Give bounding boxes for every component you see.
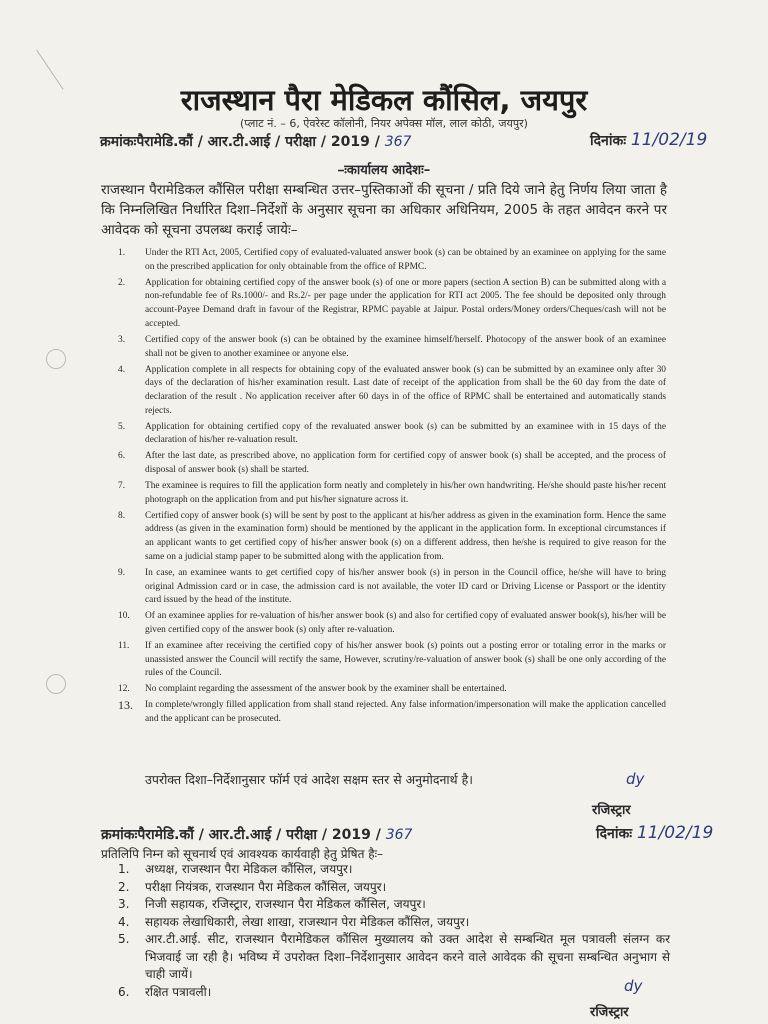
- approval-note: उपरोक्त दिशा–निर्देशानुसार फॉर्म एवं आदेश सक्षम स्तर से अनुमोदनार्थ है।: [145, 772, 473, 787]
- guideline-item: 6. After the last date, as prescribed above, no application form for certified copy of answer book (s) shall be accepted, and the process of disposal of answer book (s) shall be started.: [118, 451, 666, 476]
- office-order-heading: –ःकार्यालय आदेशः–: [337, 163, 431, 178]
- date-label: दिनांकः: [590, 133, 627, 149]
- guideline-item: 2. Application for obtaining certified copy of the answer book (s) of one or more papers (section A section B) can be submitted along with a non-refundable fee of Rs.1000/- and Rs.2/- per page under the application for RTI act 2005. The fee should be deposited only through account-Payee Demand draft in favour of the Registrar, RPMC payable at Jaipur. Postal orders/Money orders/Cheques/cash will not be accepted.: [118, 277, 666, 329]
- guideline-item: 3. Certified copy of the answer book (s) can be obtained by the examinee himself/herself. Photocopy of the answer book of an examinee shall not be given to another examinee or anyone else.: [118, 334, 666, 359]
- guideline-item: 8. Certified copy of answer book (s) will be sent by post to the applicant at his/her address as given in the examination form. Hence the same address (as given in the examination form) should be mentioned by the applicant in the application form. In exceptional circumstances if an applicant wants to get certified copy of his/her answer book (s) on a different address, then he/she is required to give reason for the same on a judicial stamp paper to be submitted along with the application from.: [118, 510, 666, 562]
- guideline-item: 7. The examinee is requires to fill the application form neatly and completely in his/her own handwriting. He/she should paste his/her recent photograph on the application from and put his/her signature across it.: [118, 481, 666, 505]
- recipient-item: 2. परीक्षा नियंत्रक, राजस्थान पैरा मेडिकल कौंसिल, जयपुर।: [118, 879, 387, 894]
- copy-reference-handwritten-number: 367: [385, 827, 413, 843]
- punch-hole-bottom: [46, 674, 66, 694]
- copy-date-handwritten: 11/02/19: [636, 823, 714, 843]
- reference-handwritten-number: 367: [384, 134, 412, 150]
- registrar-signature-copy: dy: [624, 977, 643, 995]
- guideline-item: 9. In case, an examinee wants to get certified copy of his/her answer book (s) in person in the Council office, he/she will have to bring original Admission card or in case, the admission card is not available, the voter ID card or Driving License or Passport or the identity card issued by the head of the institute.: [118, 567, 666, 606]
- guideline-item: 5. Application for obtaining certified copy of the revaluated answer book (s) can be submitted by an examinee with in 15 days of the declaration of his/her re-valuation result.: [118, 421, 666, 446]
- copy-reference-number: [101, 825, 412, 844]
- recipient-item: 4. सहायक लेखाधिकारी, लेखा शाखा, राजस्थान पेरा मेडिकल कौंसिल, जयपुर।: [118, 914, 470, 929]
- recipient-item: 1. अध्यक्ष, राजस्थान पैरा मेडिकल कौंसिल, जयपुर।: [118, 862, 353, 876]
- recipient-item: 6. रक्षित पत्रावली।: [118, 984, 212, 999]
- reference-label: क्रमांकःपैरामेडि.कौं / आर.टी.आई / परीक्षा / 2019 /: [100, 134, 380, 150]
- guideline-item: 1. Under the RTI Act, 2005, Certified copy of evaluated-valuated answer book (s) can be obtained by an examinee on applying for the same on the prescribed application for only obtainable from the office of RPMC.: [118, 248, 666, 272]
- rti-guidelines-list: [118, 247, 666, 729]
- copy-recipients-list: [118, 861, 670, 1001]
- registrar-designation-copy: रजिस्ट्रार: [590, 1005, 629, 1020]
- recipient-item: 5. आर.टी.आई. सीट, राजस्थान पैरामेडिकल कौंसिल मुख्यालय को उक्त आदेश से सम्बन्धित मूल पत्रावली संलग्न कर भिजवाई जा रही है। भविष्य में उपरोक्त दिशा–निर्देशानुसार आवेदन करने वाले आवेदक की सूचना सम्बन्धित अनुभाग से चाही जायें।: [118, 932, 670, 981]
- punch-hole-top: [46, 349, 66, 369]
- guideline-item: 13. In complete/wrongly filled application from shall stand rejected. Any false information/impersonation will make the application cancelled and the applicant can be prosecuted.: [118, 698, 666, 725]
- copy-reference-label: क्रमांकःपैरामेडि.कौं / आर.टी.आई / परीक्षा / 2019 /: [101, 827, 381, 843]
- copy-to-intro: प्रतिलिपि निम्न को सूचनार्थ एवं आवश्यक कार्यवाही हेतु प्रेषित हैः–: [101, 847, 384, 861]
- registrar-signature: dy: [626, 770, 645, 788]
- council-title: राजस्थान पैरा मेडिकल कौंसिल, जयपुर: [180, 83, 588, 117]
- guideline-item: 12. No complaint regarding the assessment of the answer book by the examiner shall be entertained.: [118, 684, 507, 695]
- registrar-designation: रजिस्ट्रार: [592, 803, 631, 818]
- reference-number: [100, 132, 411, 151]
- date-handwritten: 11/02/19: [630, 130, 708, 150]
- guideline-item: 4. Application complete in all respects for obtaining copy of the evaluated answer book (s) can be submitted by an examinee only after 30 days of the declaration of his/her examination result. Last date of receipt of the application from shall be the 60 day from the date of declaration of the result . No application receiver after 60 days in of the office of RPMC shall be entertained and automatically stands rejects.: [118, 364, 666, 416]
- guideline-item: 11. If an examinee after receiving the certified copy of his/her answer book (s) points out a posting error or totaling error in the marks or unassisted answer the Council will rectify the same, However, scrutiny/re-valuation of answer book (s) shall be one only according of the rules of the Council.: [118, 640, 666, 679]
- order-date: [590, 130, 707, 150]
- council-address: (प्लाट नं. – 6, ऐवरेस्ट कॉलोनी, नियर अपेक्स मॉल, लाल कोठी, जयपुर): [240, 117, 528, 130]
- copy-date: [596, 823, 713, 843]
- order-intro-paragraph: राजस्थान पैरामेडिकल कौंसिल परीक्षा सम्बन्धित उत्तर–पुस्तिकाओं की सूचना / प्रति दिये जाने हेतु निर्णय लिया जाता है कि निम्नलिखित निर्धारित दिशा–निर्देशों के अनुसार सूचना का अधिकार अधिनियम, 2005 के तहत आवेदन करने पर आवेदक को सूचना उपलब्ध कराई जायेः–: [101, 182, 667, 238]
- guideline-item: 10. Of an examinee applies for re-valuation of his/her answer book (s) and also for certified copy of evaluated answer book(s), his/her will be given certified copy of the answer book (s) only after re-valuation.: [118, 611, 666, 635]
- copy-date-label: दिनांकः: [596, 826, 633, 842]
- recipient-item: 3. निजी सहायक, रजिस्ट्रार, राजस्थान पैरा मेडिकल कौंसिल, जयपुर।: [118, 897, 426, 911]
